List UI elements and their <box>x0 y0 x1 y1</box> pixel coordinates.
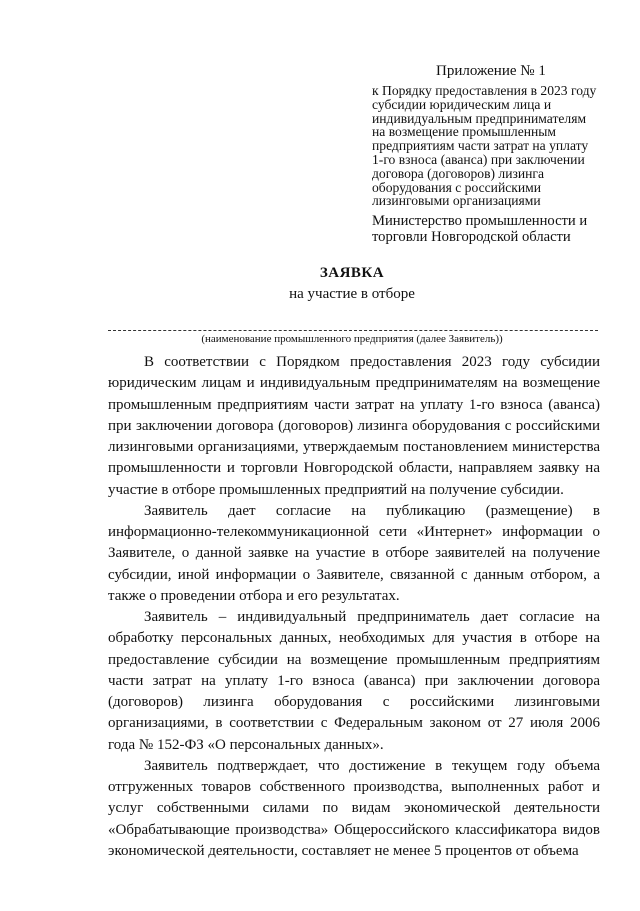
recipient-ministry: Министерство промышленности и торговли Новгородской области <box>372 213 588 245</box>
applicant-name-caption: (наименование промышленного предприятия (далее Заявитель)) <box>201 333 503 345</box>
body-text <box>108 352 600 862</box>
annex-title: Приложение № 1 <box>436 63 546 79</box>
document-subtitle: на участие в отборе <box>289 286 415 302</box>
paragraph-2: Заявитель дает согласие на публикацию (размещение) в информационно-телекоммуникационной сети «Интернет» информации о Заявителе, о данной заявке на участие в отборе заявителей на получение субсидии, иной информации о Заявителе, связанной с данным отбором, а также о проведении отбора и его результатах. <box>108 502 600 604</box>
paragraph-4: Заявитель подтверждает, что достижение в текущем году объема отгруженных товаров собственного производства, выполненных работ и услуг собственными силами по видам экономической деятельности «Обрабатывающие производства» Общероссийского классификатора видов экономической деятельности, составляет не менее 5 процентов от объема <box>108 757 600 859</box>
applicant-name-line <box>108 330 598 331</box>
paragraph-1: В соответствии с Порядком предоставления 2023 году субсидии юридическим лицам и индивидуальным предпринимателям на возмещение промышленным предприятиям части затрат на уплату 1-го взноса (аванса) при заключении договора (договоров) лизинга оборудования с российскими лизинговыми организациями, утверждаемым постановлением министерства промышленности и торговли Новгородской области, направляем заявку на участие в отборе промышленных предприятий на получение субсидии. <box>108 354 600 498</box>
paragraph-3: Заявитель – индивидуальный предприниматель дает согласие на обработку персональных данных, необходимых для участия в отборе на предоставление субсидии на возмещение промышленным предприятиям части затрат на уплату 1-го взноса (аванса) при заключении договора (договоров) лизинга оборудования с российскими лизинговыми организациями, в соответствии с Федеральным законом от 27 июля 2006 года № 152-ФЗ «О персональных данных». <box>108 609 600 753</box>
annex-reference: к Порядку предоставления в 2023 году субсидии юридическим лица и индивидуальным предпринимателям на возмещение промышленным предприятиям части затрат на уплату 1-го взноса (аванса) при заключении договора (договоров) лизинга оборудования с российскими лизинговыми организациями <box>372 83 597 209</box>
document-title: ЗАЯВКА <box>319 265 385 281</box>
